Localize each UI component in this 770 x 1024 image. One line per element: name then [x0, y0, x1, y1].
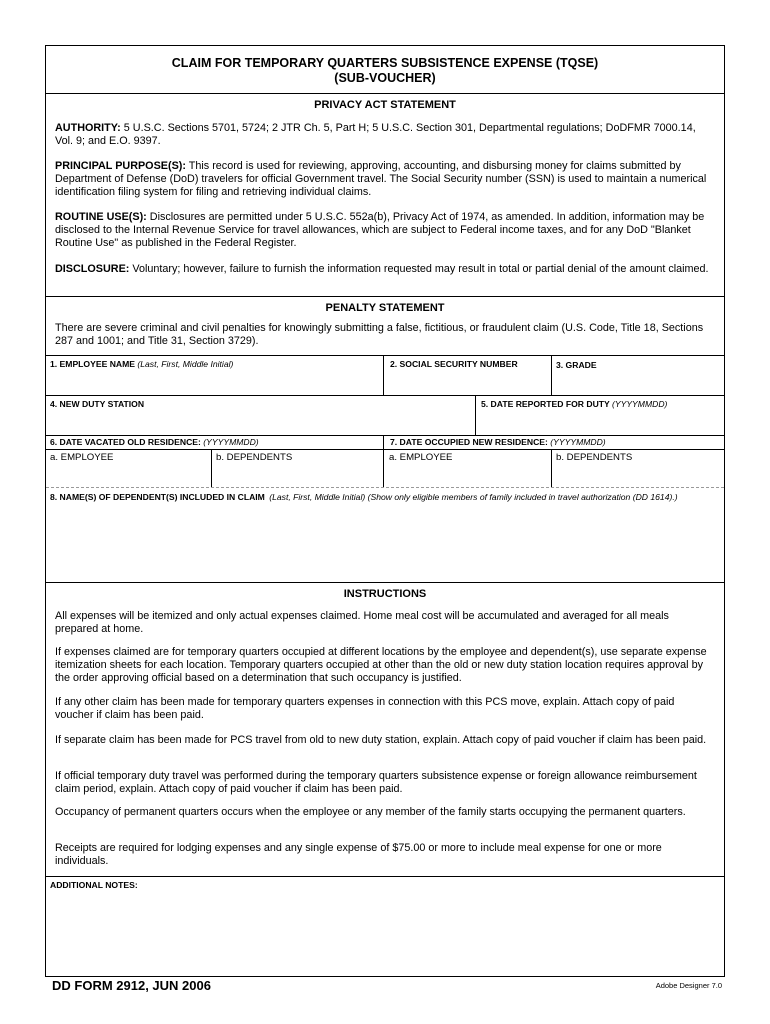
date-vacated-hint: (YYYYMMDD) [203, 437, 259, 447]
ssn-field[interactable] [383, 355, 551, 395]
date-reported-hint: (YYYYMMDD) [612, 399, 668, 409]
occupied-employee-field[interactable] [383, 449, 551, 487]
new-duty-station-label: 4. NEW DUTY STATION [50, 399, 145, 409]
divider [46, 93, 724, 94]
dependents-names-field[interactable] [46, 488, 726, 582]
authority-label: AUTHORITY: [55, 122, 121, 134]
routine-text: Disclosures are permitted under 5 U.S.C. 552a(b), Privacy Act of 1974, as amended. In addition, information may be disclosed to the Internal Revenue Service for travel allowances, which are subject to Federal income taxes, and for any DoD "Blanket Routine Use" as published in the Federal Register. [55, 211, 705, 250]
disclosure-label: DISCLOSURE: [55, 263, 130, 275]
ssn-label: 2. SOCIAL SECURITY NUMBER [390, 359, 518, 369]
date-reported-field[interactable] [475, 395, 726, 435]
instruction-item: If any other claim has been made for temporary quarters expenses in connection with this PCS move, explain. Attach copy of paid voucher if claim has been paid. [55, 696, 675, 722]
date-vacated-label: 6. DATE VACATED OLD RESIDENCE: [50, 437, 201, 447]
privacy-heading: PRIVACY ACT STATEMENT [314, 99, 456, 111]
dependents-names-hint: (Last, First, Middle Initial) (Show only eligible members of family included in travel authorization (DD 1614).) [269, 492, 678, 502]
form-title-line1: CLAIM FOR TEMPORARY QUARTERS SUBSISTENCE EXPENSE (TQSE) [171, 56, 599, 70]
instruction-item: If official temporary duty travel was performed during the temporary quarters subsistence expense or foreign allowance reimbursement claim period, explain. Attach copy of paid voucher if claim has been paid. [55, 770, 697, 796]
date-occupied-label: 7. DATE OCCUPIED NEW RESIDENCE: [390, 437, 548, 447]
divider [46, 582, 724, 583]
additional-notes-label: ADDITIONAL NOTES: [50, 880, 138, 890]
date-reported-label: 5. DATE REPORTED FOR DUTY [481, 399, 610, 409]
form-identifier: DD FORM 2912, JUN 2006 [52, 978, 211, 993]
disclosure-text: Voluntary; however, failure to furnish the information requested may result in total or partial denial of the amount claimed. [132, 263, 709, 275]
additional-notes-field[interactable] [46, 876, 726, 976]
instruction-item: All expenses will be itemized and only actual expenses claimed. Home meal cost will be accumulated and averaged for all meals prepared at home. [55, 610, 669, 636]
form-title-line2: (SUB-VOUCHER) [334, 71, 436, 85]
routine-label: ROUTINE USE(S): [55, 211, 147, 223]
employee-name-field[interactable] [46, 355, 383, 395]
vacated-dependents-label: b. DEPENDENTS [216, 452, 293, 463]
occupied-dependents-field[interactable] [551, 449, 726, 487]
software-note: Adobe Designer 7.0 [655, 981, 722, 990]
instruction-item: Receipts are required for lodging expenses and any single expense of $75.00 or more to include meal expense for one or more individuals. [55, 842, 662, 868]
employee-name-hint: (Last, First, Middle Initial) [137, 359, 234, 369]
penalty-text: There are severe criminal and civil penalties for knowingly submitting a false, fictitious, or fraudulent claim (U.S. Code, Title 18, Sections 287 and 1001; and Title 31, Section 3729). [55, 322, 704, 348]
grade-label: 3. GRADE [556, 360, 597, 370]
instruction-item: If expenses claimed are for temporary quarters occupied at different locations by the employee and dependent(s), use separate expense itemization sheets for each location. Temporary quarters occupied at other than the old or new duty station location requires approval by the order approving official based on a determination that such occupancy is justified. [55, 646, 707, 685]
dependents-names-label: 8. NAME(S) OF DEPENDENT(S) INCLUDED IN CLAIM [50, 492, 265, 502]
instruction-item: Occupancy of permanent quarters occurs when the employee or any member of the family starts occupying the permanent quarters. [55, 806, 686, 818]
instruction-item: If separate claim has been made for PCS travel from old to new duty station, explain. Attach copy of paid voucher if claim has been paid. [55, 734, 707, 746]
occupied-employee-label: a. EMPLOYEE [389, 452, 453, 463]
purpose-paragraph [55, 160, 714, 200]
new-duty-station-field[interactable] [46, 395, 475, 435]
divider [46, 435, 724, 436]
instructions-heading: INSTRUCTIONS [343, 588, 427, 600]
date-occupied-hint: (YYYYMMDD) [550, 437, 606, 447]
vacated-employee-label: a. EMPLOYEE [50, 452, 114, 463]
grade-field[interactable] [551, 355, 726, 395]
employee-name-label: 1. EMPLOYEE NAME [50, 359, 135, 369]
occupied-dependents-label: b. DEPENDENTS [556, 452, 633, 463]
authority-paragraph [55, 122, 714, 148]
vacated-employee-field[interactable] [46, 449, 211, 487]
purpose-label: PRINCIPAL PURPOSE(S): [55, 160, 186, 172]
disclosure-paragraph [55, 263, 714, 276]
vacated-dependents-field[interactable] [211, 449, 383, 487]
form-container [45, 45, 725, 977]
divider [46, 296, 724, 297]
routine-use-paragraph [55, 211, 714, 251]
purpose-text: This record is used for reviewing, approving, accounting, and disbursing money for claims submitted by Department of Defense (DoD) travelers for official Government travel. The Social Security number (SSN) is used to maintain a numerical identification filing system for filing and retrieving individual claims. [55, 160, 707, 199]
authority-text: 5 U.S.C. Sections 5701, 5724; 2 JTR Ch. 5, Part H; 5 U.S.C. Section 301, Departmental regulations; DoDFMR 7000.14, Vol. 9; and E.O. 9397. [55, 122, 696, 148]
penalty-heading: PENALTY STATEMENT [325, 302, 445, 314]
